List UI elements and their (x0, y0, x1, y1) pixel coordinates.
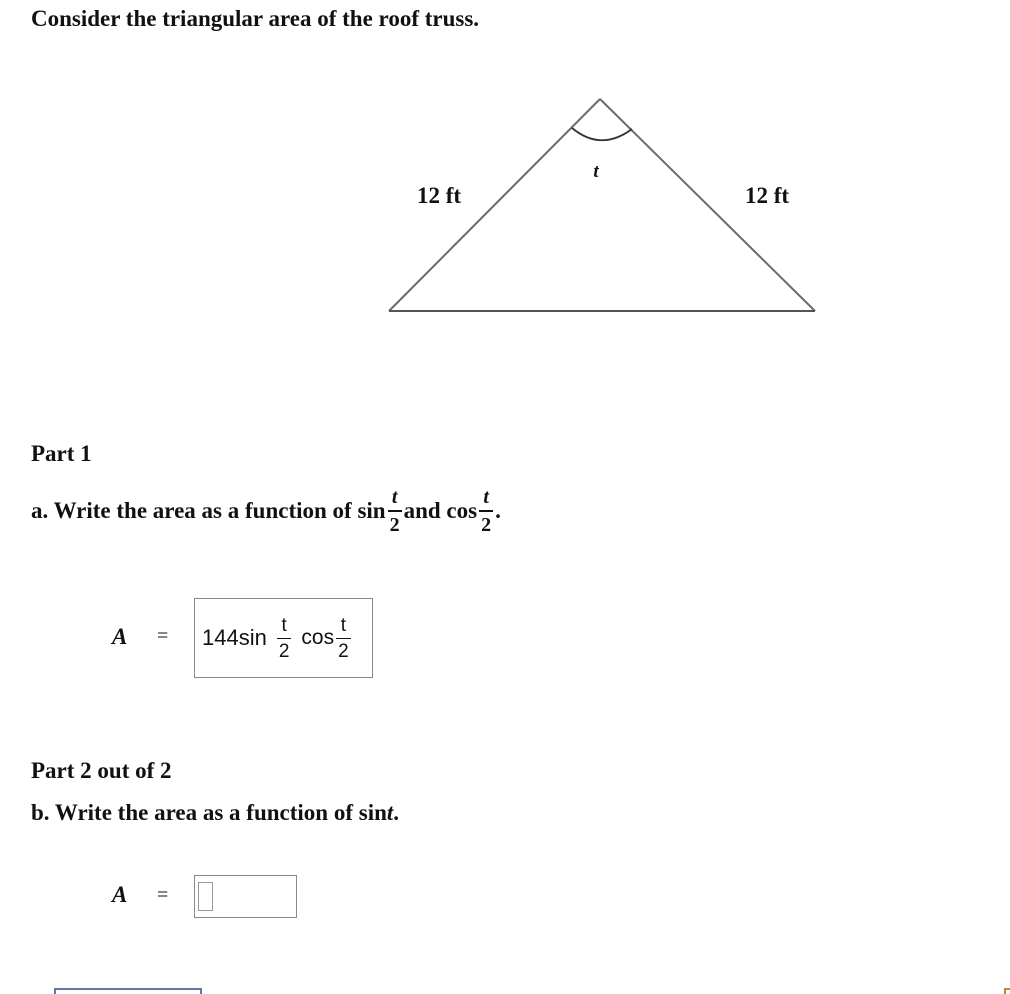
fraction-denominator: 2 (338, 640, 349, 662)
fraction-denominator: 2 (389, 514, 400, 536)
answer-sin-term: 144sin (202, 625, 267, 650)
fraction-numerator: t (336, 616, 351, 639)
fraction-numerator: t (388, 487, 402, 512)
part2-question-suffix: . (393, 800, 400, 825)
angle-arc (572, 128, 632, 140)
answer-t-over-2-fraction (336, 616, 351, 661)
part2-question (31, 800, 399, 826)
part1-question-mid: and cos (403, 498, 478, 523)
part2-equals-sign: = (157, 884, 169, 906)
submit-button-edge[interactable] (54, 988, 202, 994)
fraction-numerator: t (479, 487, 493, 512)
part1-question (31, 487, 501, 535)
fraction-numerator: t (277, 616, 292, 639)
angle-label: t (593, 161, 599, 182)
part2-question-text: b. Write the area as a function of sin (31, 800, 387, 825)
t-over-2-fraction (388, 487, 402, 535)
part2-answer-field[interactable] (194, 875, 297, 918)
part2-title: Part 2 out of 2 (31, 758, 172, 783)
left-side-label: 12 ft (417, 183, 462, 208)
part2-answer-variable: A (112, 882, 128, 907)
problem-prompt: Consider the triangular area of the roof truss. (31, 6, 480, 31)
fraction-denominator: 2 (278, 640, 290, 662)
math-input-placeholder-box[interactable] (198, 882, 213, 911)
t-over-2-fraction (479, 487, 493, 535)
corner-marker (1004, 988, 1010, 994)
part1-title: Part 1 (31, 441, 92, 466)
part1-question-suffix: . (495, 498, 501, 523)
part1-answer-variable: A (112, 624, 128, 649)
part1-question-prefix: a. Write the area as a function of sin (31, 498, 386, 523)
roof-truss-figure (0, 0, 1010, 430)
answer-t-over-2-fraction (277, 616, 292, 661)
answer-cos-term: cos (301, 626, 335, 649)
fraction-denominator: 2 (481, 514, 492, 536)
right-side-label: 12 ft (745, 183, 790, 208)
part1-equals-sign: = (157, 625, 169, 647)
part2-question-variable: t (386, 800, 394, 825)
part1-answer-field[interactable] (194, 598, 373, 678)
